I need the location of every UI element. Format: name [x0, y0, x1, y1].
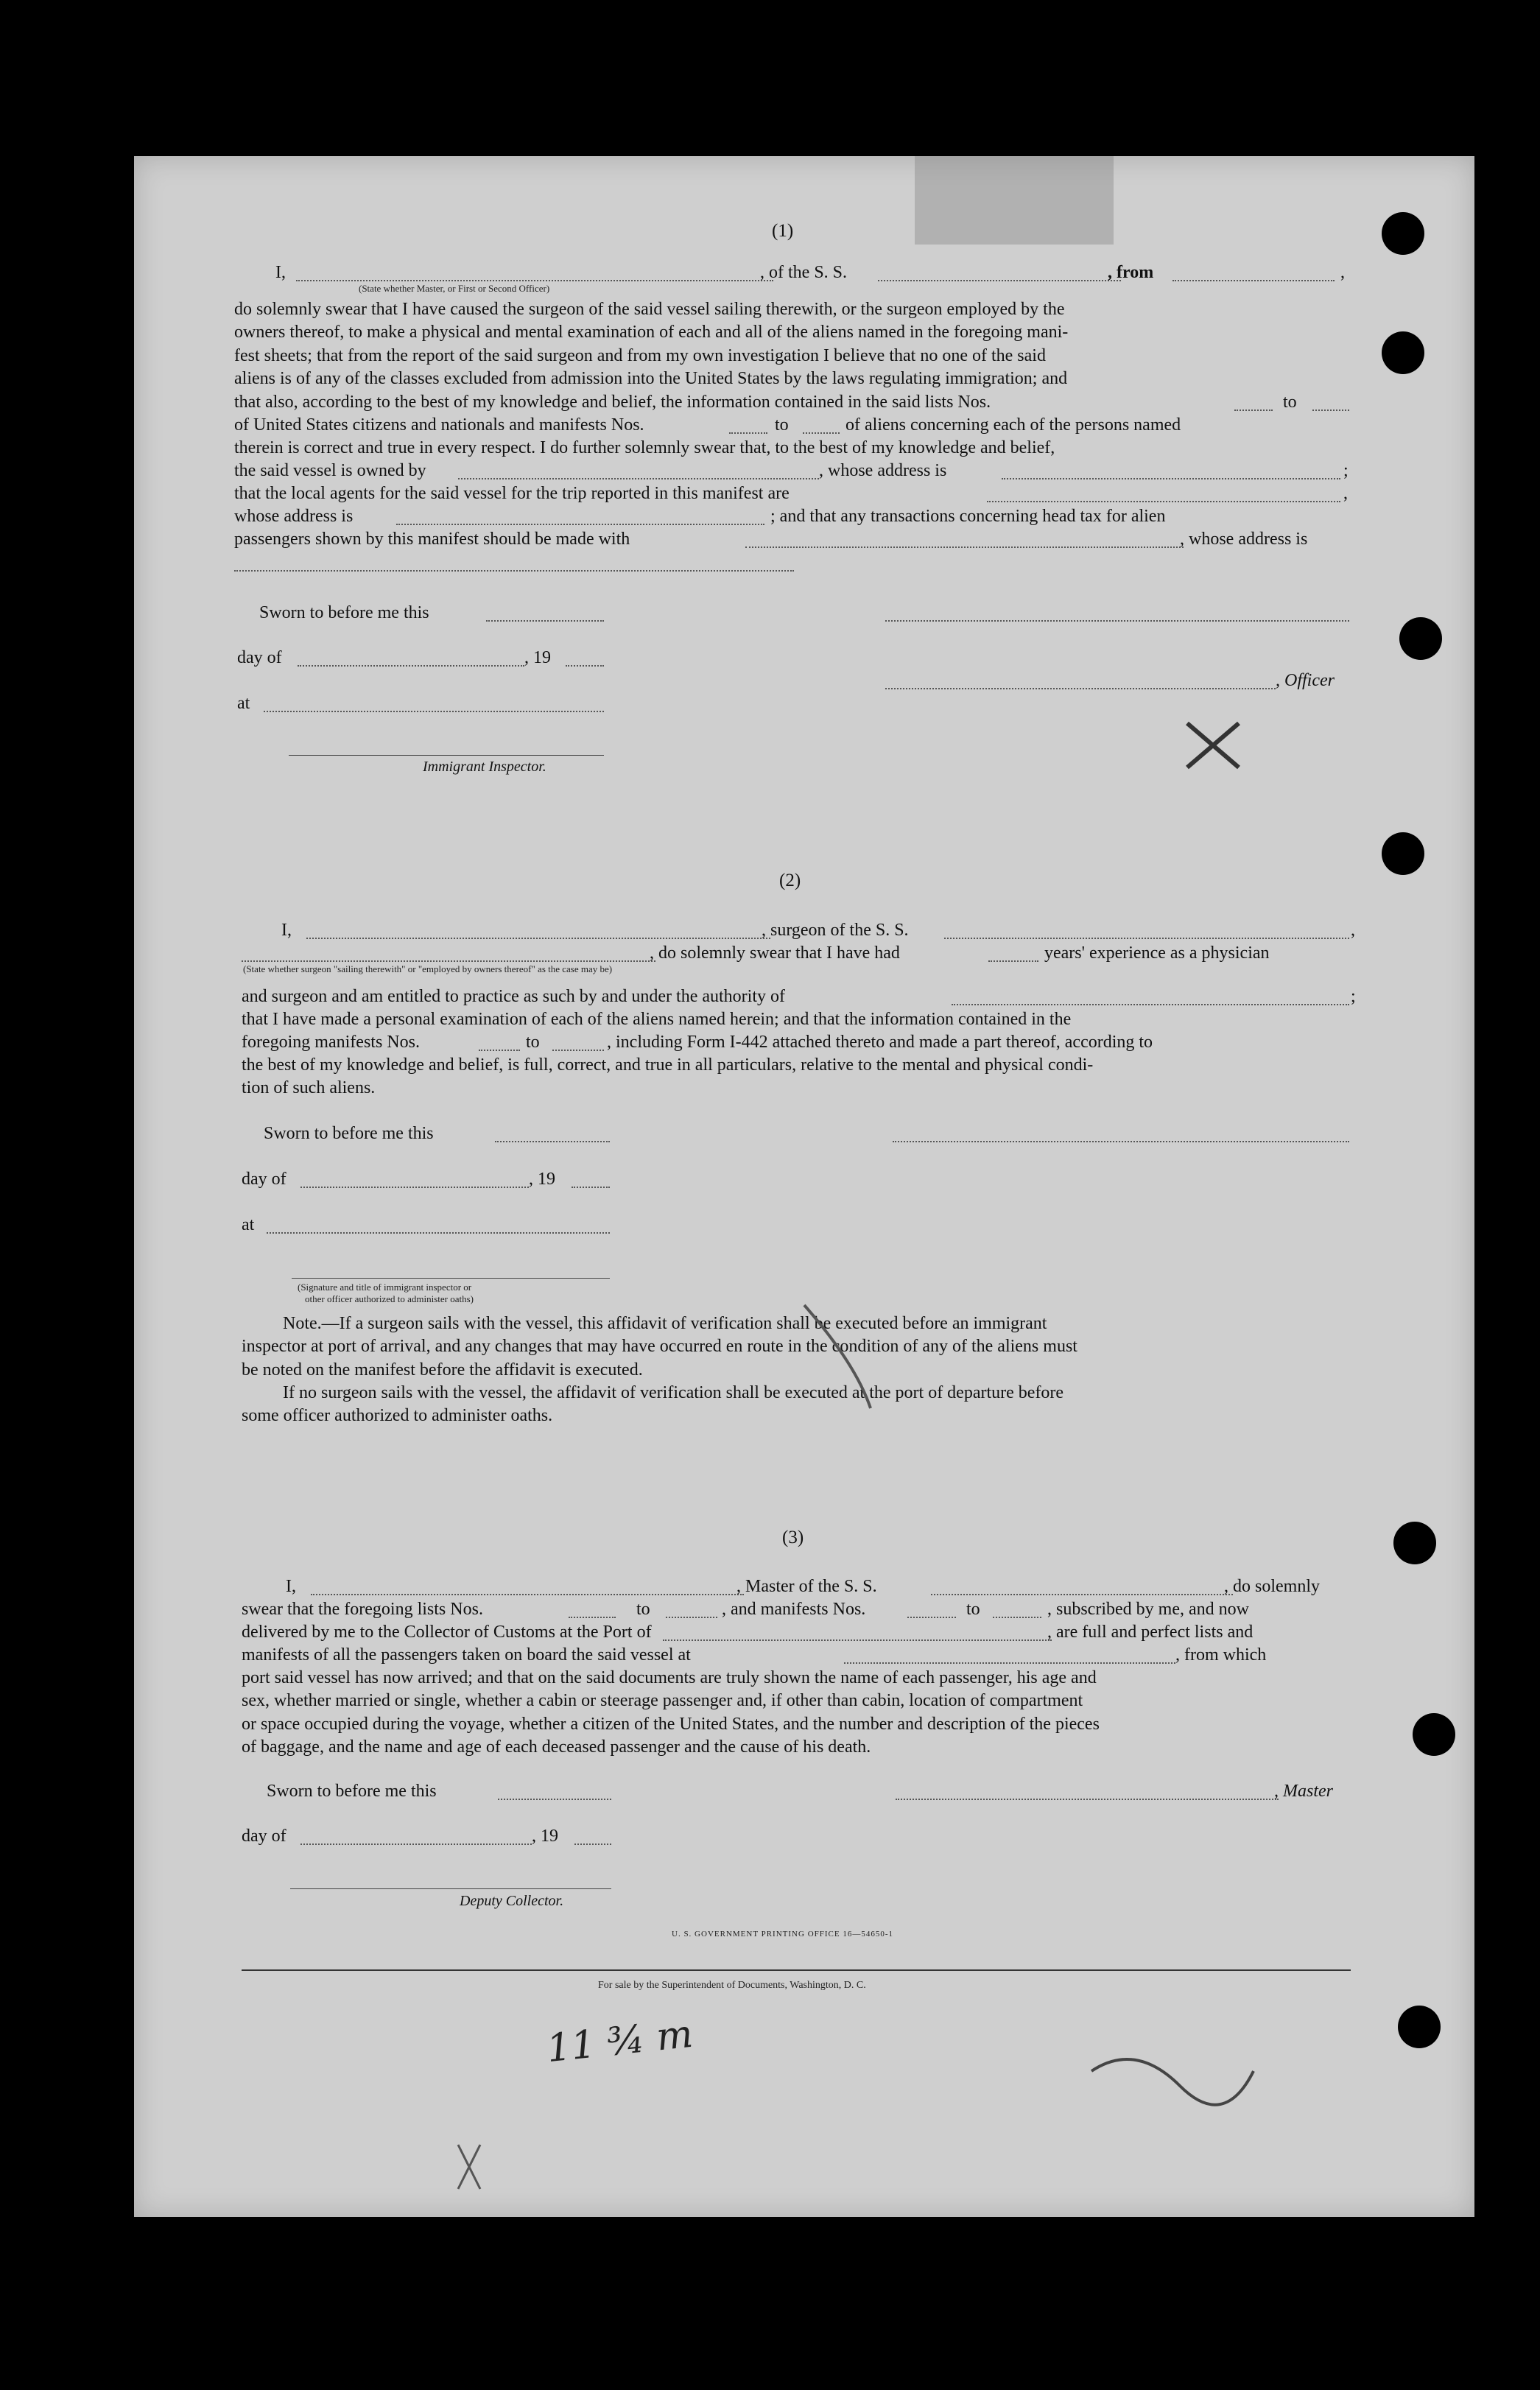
s2-at-label: at: [242, 1215, 255, 1234]
s2-line5-a: foregoing manifests Nos.: [242, 1033, 420, 1052]
s3-line2-a: swear that the foregoing lists Nos.: [242, 1600, 483, 1619]
s1-at-label: at: [237, 694, 250, 713]
binder-hole: [1382, 331, 1424, 374]
s2-note-line-3: be noted on the manifest before the affidavit is executed.: [242, 1360, 643, 1379]
s3-year-label: , 19: [532, 1827, 558, 1846]
s1-body-line-5: that also, according to the best of my knowledge and belief, the information contained in the said lists Nos.: [234, 393, 991, 412]
section-1-number: (1): [772, 221, 794, 241]
s3-body-line-1: port said vessel has now arrived; and that on the said documents are truly shown the name of each passenger, his age and: [242, 1668, 1097, 1687]
s1-inspector-caption: Immigrant Inspector.: [423, 759, 546, 775]
s3-line3-a: delivered by me to the Collector of Customs at the Port of: [242, 1623, 652, 1642]
s2-sig-caption-1: (Signature and title of immigrant inspector or: [298, 1282, 472, 1293]
s2-i-label: I,: [281, 921, 292, 940]
s2-line3-a: and surgeon and am entitled to practice as such by and under the authority of: [242, 987, 785, 1006]
s2-line2-a: , do solemnly swear that I have had: [650, 943, 900, 963]
s1-line10-b: ; and that any transactions concerning head tax for alien: [770, 507, 1166, 526]
s1-line10-a: whose address is: [234, 507, 354, 526]
s3-sworn-label: Sworn to before me this: [267, 1782, 437, 1801]
s1-year-label: , 19: [524, 648, 551, 667]
s1-line11-a: passengers shown by this manifest should be made with: [234, 530, 630, 549]
s1-lists-to: to: [1283, 393, 1297, 412]
s1-day-of-label: day of: [237, 648, 282, 667]
s2-note2-line-2: some officer authorized to administer oaths.: [242, 1406, 553, 1426]
s2-sig-caption-2: other officer authorized to administer oaths): [305, 1293, 474, 1304]
s1-i-label: I,: [275, 263, 286, 282]
binder-hole: [1382, 212, 1424, 255]
s2-line1-b: , surgeon of the S. S.: [762, 921, 909, 940]
s1-line7: therein is correct and true in every respect. I do further solemnly swear that, to the best of my knowledge and belief,: [234, 438, 1055, 457]
pencil-stroke: [804, 1305, 871, 1408]
s2-line7: tion of such aliens.: [242, 1078, 376, 1097]
s2-state-note: (State whether surgeon "sailing therewith" or "employed by owners thereof" as the case may be): [243, 963, 613, 974]
s3-collector-caption: Deputy Collector.: [460, 1893, 564, 1909]
signature-scribble: [1091, 2059, 1254, 2105]
handwritten-note: 11 ¾ m: [544, 2011, 695, 2072]
s1-line6-to: to: [775, 415, 789, 435]
s1-state-note: (State whether Master, or First or Second Officer): [359, 283, 550, 294]
s2-line4: that I have made a personal examination of each of the aliens named herein; and that the information contained in the: [242, 1010, 1072, 1029]
s3-line2-to2: to: [966, 1600, 980, 1619]
binder-hole: [1398, 2006, 1441, 2048]
s1-body-line-3: fest sheets; that from the report of the said surgeon and from my own investigation I believe that no one of the said: [234, 345, 1046, 365]
s2-note2-line-1: If no surgeon sails with the vessel, the affidavit of verification shall be executed at the port of departure before: [283, 1383, 1064, 1402]
s1-sworn-label: Sworn to before me this: [259, 603, 429, 622]
s1-line9-a: that the local agents for the said vessel for the trip reported in this manifest are: [234, 484, 790, 503]
section-2-number: (2): [779, 871, 801, 890]
s2-line2-b: years' experience as a physician: [1044, 943, 1270, 963]
s1-body-line-2: owners thereof, to make a physical and mental examination of each and all of the aliens named in the foregoing mani-: [234, 323, 1069, 342]
s1-officer-label: , Officer: [1276, 671, 1335, 690]
binder-hole: [1399, 617, 1442, 660]
s2-note-line-1: Note.—If a surgeon sails with the vessel, this affidavit of verification shall be executed before an immigrant: [283, 1314, 1047, 1333]
s3-line1-b: , Master of the S. S.: [736, 1577, 877, 1596]
s3-line4-b: , from which: [1175, 1645, 1267, 1665]
s1-line8-a: the said vessel is owned by: [234, 461, 426, 480]
s2-sworn-label: Sworn to before me this: [264, 1124, 434, 1143]
s2-day-of-label: day of: [242, 1170, 286, 1189]
form-sheet: (1) I, , of the S. S. , from , (State whether Master, or First or Second Officer) do solemnly swear that I have caused the surgeon of the said vessel sailing therewith, or the surgeon employed by the owners thereof, to make a physical and mental examination of each and all of the aliens named in the foregoing mani- fest sheets; that from the report of the said surgeon and from my own investigation I believe that no one of the said aliens is of any of the classes excluded from admission into the United States by the laws regulating immigration; and that also, according to the best of my knowledge and belief, the information contained in the said lists Nos. to of United States citizens and nationals and manifests Nos. to of aliens concerning each of the persons named therein is correct and true in every respect. I do further solemnly swear that, to the best of my knowledge and belief, the said vessel is owned by , whose address is ; that the local agents for the said vessel for the trip reported in this manifest are , whose address is ; and that any transactions concerning head tax for alien passengers shown by this manifest should be made with , whose address is Sworn to before me this day of , 19 , Officer at Immigrant Inspector. (2) I, , surgeon of the S. S. , , do solemnly swear that I have had years' experience as a physician (State whether surgeon "sailing therewith" or "employed by owners thereof" as the case may be) and surgeon and am entitled to practice as such by and under the authority of ; that I have made a personal examination of each of the aliens named herein; and that the information contained in the foregoing manifests Nos. to , including Form I-442 attached thereto and made a part thereof, according to the best of my knowledge and belief, is full, correct, and true in all particulars, relative to the mental and physical condi- tion of such aliens. Sworn to before me this day of , 19 at (Signature and title of immigrant inspector or other officer authorized to administer oaths) Note.—If a surgeon sails with the vessel, this affidavit of verification shall be executed before an immigrant inspector at port of arrival, and any changes that may have occurred en route in the condition of any of the aliens must be noted on the manifest before the affidavit is executed. If no surgeon sails with the vessel, the affidavit of verification shall be executed at the port of departure before some officer authorized to administer oaths. (3) I, , Master of the S. S. , do solemnly swear that the foregoing lists Nos. to , and manifests Nos. to , subscribed by me, and now delivered by me to the Collector of Customs at the Port of , are full and perfect lists and manifests of all the passengers taken on board the said vessel at , from which port said vessel has now arrived; and that on the said documents are truly shown the name of each passenger, his age and sex, whether married or single, whether a cabin or steerage passenger and, if other than cabin, location of compartment or space occupied during the voyage, whether a citizen of the United States, and the number and description of the pieces of baggage, and the name and age of each deceased passenger and the cause of his death. Sworn to before me this , Master day of , 19 Deputy Collector. U. S. GOVERNMENT PRINTING OFFICE 16—54650-1 For sale by the Superintendent of Documents, Washington, D. C. 11 ¾ m: [134, 156, 1474, 2217]
s1-body-line-4: aliens is of any of the classes excluded from admission into the United States by the laws regulating immigration; and: [234, 369, 1068, 389]
s3-line1-c: , do solemnly: [1224, 1577, 1320, 1596]
s2-line5-b: , including Form I-442 attached thereto and made a part thereof, according to: [607, 1033, 1153, 1052]
section-3-number: (3): [782, 1528, 804, 1547]
binder-hole: [1413, 1713, 1455, 1756]
s3-day-of-label: day of: [242, 1827, 286, 1846]
s2-line5-to: to: [526, 1033, 540, 1052]
s2-line6: the best of my knowledge and belief, is full, correct, and true in all particulars, relative to the mental and physical condi-: [242, 1055, 1094, 1075]
s1-of-ss-label: , of the S. S.: [760, 263, 848, 282]
s3-body-line-4: of baggage, and the name and age of each deceased passenger and the cause of his death.: [242, 1737, 871, 1757]
s3-body-line-3: or space occupied during the voyage, whether a citizen of the United States, and the number and description of the pieces: [242, 1714, 1100, 1734]
s1-from-label: , from: [1108, 263, 1154, 282]
s1-body-line-1: do solemnly swear that I have caused the surgeon of the said vessel sailing therewith, or the surgeon employed by the: [234, 300, 1065, 319]
pencil-x-mark: [1187, 723, 1239, 767]
s1-line6-b: of aliens concerning each of the persons named: [845, 415, 1181, 435]
pencil-tick: [458, 2145, 480, 2189]
binder-hole: [1382, 832, 1424, 875]
s3-line2-b: , and manifests Nos.: [722, 1600, 866, 1619]
s1-line11-b: , whose address is: [1180, 530, 1308, 549]
s1-line6-a: of United States citizens and nationals and manifests Nos.: [234, 415, 644, 435]
pencil-marks: [134, 156, 1474, 2217]
s2-note-line-2: inspector at port of arrival, and any changes that may have occurred en route in the condition of any of the aliens must: [242, 1337, 1077, 1357]
s3-master-label: , Master: [1274, 1782, 1333, 1801]
s1-line8-b: , whose address is: [819, 461, 947, 480]
s3-line4-a: manifests of all the passengers taken on board the said vessel at: [242, 1645, 691, 1665]
footer-sale-note: For sale by the Superintendent of Documents, Washington, D. C.: [598, 1980, 866, 1991]
s3-line2-c: , subscribed by me, and now: [1047, 1600, 1249, 1619]
s3-line3-b: , are full and perfect lists and: [1047, 1623, 1254, 1642]
s3-line2-to: to: [636, 1600, 650, 1619]
printing-office-imprint: U. S. GOVERNMENT PRINTING OFFICE 16—54650-1: [672, 1930, 894, 1939]
binder-hole: [1393, 1522, 1436, 1564]
s2-year-label: , 19: [529, 1170, 555, 1189]
s3-body-line-2: sex, whether married or single, whether a cabin or steerage passenger and, if other than cabin, location of compartment: [242, 1691, 1083, 1711]
s3-i-label: I,: [286, 1577, 296, 1596]
